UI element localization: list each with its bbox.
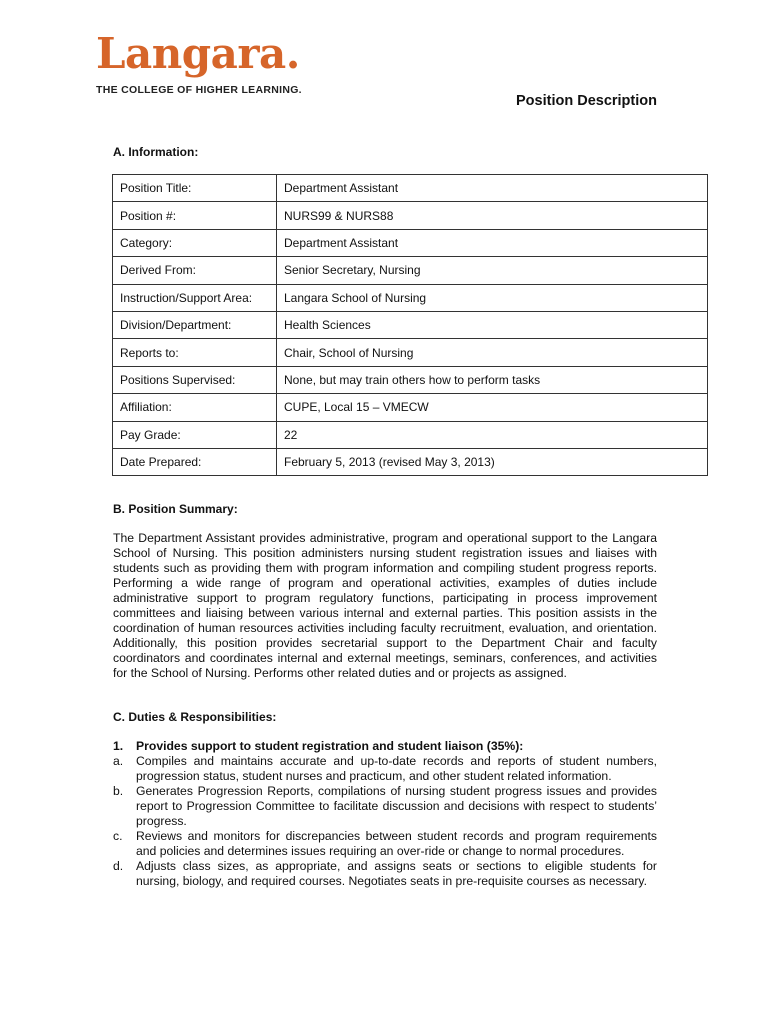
list-item bbox=[113, 859, 657, 889]
item-text: Compiles and maintains accurate and up-to-date records and reports of student numbers, progression status, student nurses and practicum, and other student related information. bbox=[136, 754, 657, 783]
row-value: 22 bbox=[277, 421, 708, 448]
item-text: Adjusts class sizes, as appropriate, and assigns seats or sections to eligible students for nursing, biology, and required courses. Negotiates seats in pre-requisite courses as necessary. bbox=[136, 859, 657, 888]
college-logo bbox=[96, 30, 302, 96]
item-letter: b. bbox=[113, 784, 124, 798]
row-value: Health Sciences bbox=[277, 311, 708, 338]
list-item bbox=[113, 784, 657, 829]
row-value: NURS99 & NURS88 bbox=[277, 202, 708, 229]
row-label: Affiliation: bbox=[113, 394, 277, 421]
row-value: February 5, 2013 (revised May 3, 2013) bbox=[277, 448, 708, 475]
list-item bbox=[113, 829, 657, 859]
row-label: Category: bbox=[113, 229, 277, 256]
row-label: Pay Grade: bbox=[113, 421, 277, 448]
section-a-heading: A. Information: bbox=[113, 145, 199, 159]
table-row bbox=[113, 394, 708, 421]
row-label: Date Prepared: bbox=[113, 448, 277, 475]
table-row bbox=[113, 229, 708, 256]
table-row bbox=[113, 257, 708, 284]
table-row bbox=[113, 366, 708, 393]
item-letter: d. bbox=[113, 859, 124, 873]
table-row bbox=[113, 339, 708, 366]
row-label: Position #: bbox=[113, 202, 277, 229]
section-b-heading: B. Position Summary: bbox=[113, 502, 238, 516]
duty-list bbox=[113, 754, 657, 889]
row-value: Langara School of Nursing bbox=[277, 284, 708, 311]
list-item bbox=[113, 754, 657, 784]
row-label: Instruction/Support Area: bbox=[113, 284, 277, 311]
item-letter: c. bbox=[113, 829, 123, 843]
row-label: Position Title: bbox=[113, 175, 277, 202]
logo-tagline: THE COLLEGE OF HIGHER LEARNING. bbox=[96, 84, 302, 96]
position-summary-text: The Department Assistant provides administrative, program and operational support to the Langara School of Nursing. This position administers nursing student registration issues and liaises with students such as providing them with program information and compiling student progress reports. Performing a wide range of program and operational activities, examples of duties include administrative support to program regulatory functions, participating in process improvement committees and liaising between various internal and external parties. This position assists in the coordination of human resources activities including faculty recruitment, evaluation, and orientation. Additionally, this position provides secretarial support to the Department Chair and faculty coordinators and coordinates internal and external meetings, seminars, conferences, and activities for the School of Nursing. Performs other related duties and or projects as assigned. bbox=[113, 531, 657, 680]
table-row bbox=[113, 311, 708, 338]
row-label: Derived From: bbox=[113, 257, 277, 284]
row-value: Department Assistant bbox=[277, 175, 708, 202]
table-row bbox=[113, 175, 708, 202]
row-value: Senior Secretary, Nursing bbox=[277, 257, 708, 284]
row-label: Reports to: bbox=[113, 339, 277, 366]
duty-title: Provides support to student registration and student liaison (35%): bbox=[136, 739, 524, 753]
item-letter: a. bbox=[113, 754, 124, 768]
table-row bbox=[113, 448, 708, 475]
table-row bbox=[113, 284, 708, 311]
item-text: Generates Progression Reports, compilations of nursing student progress issues and provides report to Progression Committee to facilitate discussion and decisions with respect to students’ progress. bbox=[136, 784, 657, 828]
document-title: Position Description bbox=[516, 93, 657, 109]
row-value: Department Assistant bbox=[277, 229, 708, 256]
table-row bbox=[113, 202, 708, 229]
row-label: Positions Supervised: bbox=[113, 366, 277, 393]
duty-heading bbox=[113, 739, 523, 753]
table-row bbox=[113, 421, 708, 448]
logo-wordmark: Langara. bbox=[96, 29, 300, 78]
duty-number: 1. bbox=[113, 739, 124, 753]
section-c-heading: C. Duties & Responsibilities: bbox=[113, 710, 277, 724]
item-text: Reviews and monitors for discrepancies between student records and program requirements and policies and determines issues requiring an over-ride or change to normal procedures. bbox=[136, 829, 657, 858]
information-table bbox=[112, 174, 708, 476]
row-value: CUPE, Local 15 – VMECW bbox=[277, 394, 708, 421]
row-value: Chair, School of Nursing bbox=[277, 339, 708, 366]
row-value: None, but may train others how to perform tasks bbox=[277, 366, 708, 393]
row-label: Division/Department: bbox=[113, 311, 277, 338]
